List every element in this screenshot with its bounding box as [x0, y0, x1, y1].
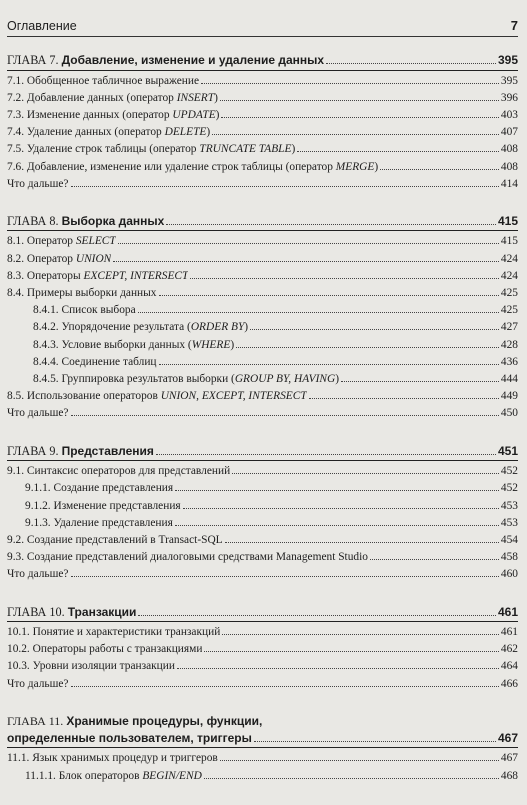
- entry-page: 460: [500, 568, 518, 581]
- entry-keyword: MERGE: [335, 160, 375, 173]
- entry-title: [7, 532, 223, 549]
- entry-keyword: TRUNCATE TABLE: [199, 143, 292, 156]
- entry-text-end: ): [244, 321, 249, 334]
- toc-entry[interactable]: [7, 480, 518, 497]
- entry-text: 7.6. Добавление, изменение или удаление строк таблицы (оператор: [7, 160, 336, 173]
- entry-title: [7, 233, 116, 250]
- entry-keyword: SELECT: [75, 235, 116, 248]
- entry-page: 468: [500, 769, 518, 782]
- dot-leader: [183, 508, 499, 509]
- dot-leader: [236, 347, 499, 348]
- entry-page: 462: [500, 643, 518, 656]
- entry-keyword: UNION: [75, 252, 112, 265]
- header-page-number: 7: [510, 18, 518, 33]
- dot-leader: [71, 576, 499, 577]
- dot-leader: [232, 473, 499, 474]
- entry-title: [33, 337, 234, 354]
- toc-entry[interactable]: [7, 624, 518, 641]
- entry-keyword: UPDATE: [172, 108, 216, 121]
- dot-leader: [156, 454, 496, 455]
- entry-page: 424: [500, 252, 518, 265]
- toc-entry[interactable]: [7, 251, 518, 268]
- chapter-heading[interactable]: [7, 52, 518, 71]
- entry-title: [7, 251, 111, 268]
- dot-leader: [71, 186, 499, 187]
- entry-page: 425: [500, 287, 518, 300]
- entry-title: [7, 658, 175, 675]
- dot-leader: [201, 83, 499, 84]
- toc-entry[interactable]: [7, 405, 518, 422]
- toc-entry[interactable]: [7, 90, 518, 107]
- entry-text: 7.2. Добавление данных (оператор: [7, 91, 177, 104]
- entry-page: 395: [500, 74, 518, 87]
- entry-title: [33, 371, 339, 388]
- dot-leader: [370, 559, 499, 560]
- entry-page: 444: [500, 373, 518, 386]
- chapter-page: 467: [497, 730, 518, 745]
- chapter-block: [7, 604, 518, 693]
- entry-page: 461: [500, 626, 518, 639]
- entry-title: [7, 463, 230, 480]
- entry-text-end: ): [206, 126, 211, 139]
- dot-leader: [222, 634, 499, 635]
- chapter-heading-line: [7, 713, 518, 730]
- dot-leader: [175, 490, 499, 491]
- toc-entry[interactable]: [7, 268, 518, 285]
- dot-leader: [212, 134, 499, 135]
- chapter-heading-text: [7, 213, 164, 231]
- entry-title: [7, 641, 202, 658]
- entry-text: 9.3. Создание представлений диалоговыми средствами Management Studio: [7, 551, 368, 564]
- entry-page: 452: [500, 465, 518, 478]
- toc-entry[interactable]: [7, 549, 518, 566]
- dot-leader: [166, 224, 496, 225]
- chapter-heading-text: [7, 443, 154, 461]
- entry-text: 8.4.5. Группировка результатов выборки (: [33, 373, 235, 386]
- entry-page: 427: [500, 321, 518, 334]
- toc-entry[interactable]: [7, 566, 518, 583]
- running-header: [7, 18, 518, 37]
- toc-entry[interactable]: [7, 658, 518, 675]
- toc-entry[interactable]: [7, 285, 518, 302]
- entry-text: Что дальше?: [7, 407, 69, 420]
- entry-text: 9.1.1. Создание представления: [25, 482, 174, 495]
- entry-text-end: ): [291, 143, 296, 156]
- dot-leader: [341, 381, 499, 382]
- entry-title: [7, 405, 69, 422]
- entry-text: 7.4. Удаление данных (оператор: [7, 126, 165, 139]
- entry-keyword: INSERT: [176, 91, 215, 104]
- entry-text: 8.4.4. Соединение таблиц: [33, 355, 157, 368]
- entry-page: 428: [500, 338, 518, 351]
- chapter-title-line2: определенные пользователем, триггеры: [7, 730, 252, 745]
- entry-title: [7, 624, 220, 641]
- dot-leader: [250, 329, 499, 330]
- chapter-page: 451: [497, 443, 518, 458]
- dot-leader: [204, 778, 499, 779]
- entry-title: [7, 107, 219, 124]
- toc-entry[interactable]: [7, 532, 518, 549]
- dot-leader: [220, 760, 499, 761]
- chapter-heading-text: [7, 604, 136, 622]
- entry-text: 9.1. Синтаксис операторов для представлений: [7, 465, 231, 478]
- chapter-page: 461: [497, 604, 518, 619]
- entry-title: [7, 124, 210, 141]
- chapter-page: 415: [497, 213, 518, 228]
- entry-keyword: UNION, EXCEPT, INTERSECT: [160, 390, 307, 403]
- entry-keyword: DELETE: [164, 126, 207, 139]
- entry-text: 8.2. Оператор: [7, 252, 76, 265]
- entry-title: [33, 319, 248, 336]
- dot-leader: [204, 651, 498, 652]
- chapter-prefix: ГЛАВА 11.: [7, 713, 67, 728]
- entry-page: 424: [500, 269, 518, 282]
- entry-text: 8.1. Оператор: [7, 235, 76, 248]
- entry-text: 8.4.3. Условие выборки данных (: [33, 338, 192, 351]
- entry-keyword: GROUP BY, HAVING: [234, 373, 336, 386]
- entry-page: 464: [500, 660, 518, 673]
- entry-text: 7.1. Обобщенное табличное выражение: [7, 74, 200, 87]
- chapter-heading[interactable]: [7, 730, 518, 749]
- chapter-block: [7, 52, 518, 193]
- entry-text: 7.5. Удаление строк таблицы (оператор: [7, 143, 200, 156]
- chapter-heading-text: [7, 52, 324, 70]
- dot-leader: [225, 542, 499, 543]
- entry-title: [7, 676, 69, 693]
- entry-page: 408: [500, 143, 518, 156]
- dot-leader: [326, 63, 496, 64]
- entry-text: 8.4.1. Список выбора: [33, 304, 136, 317]
- chapter-heading[interactable]: [7, 604, 518, 623]
- toc-entry[interactable]: [7, 641, 518, 658]
- entry-keyword: EXCEPT, INTERSECT: [83, 269, 189, 282]
- entry-text: 8.5. Использование операторов: [7, 390, 161, 403]
- entry-page: 454: [500, 533, 518, 546]
- dot-leader: [71, 686, 499, 687]
- entry-text: 11.1.1. Блок операторов: [25, 769, 143, 782]
- chapter-prefix: ГЛАВА 8.: [7, 213, 62, 228]
- chapter-title: Выборка данных: [61, 213, 165, 228]
- entry-page: 458: [500, 551, 518, 564]
- toc-entry[interactable]: [7, 463, 518, 480]
- toc-entry[interactable]: [7, 107, 518, 124]
- entry-title: [7, 176, 69, 193]
- entry-page: 449: [500, 390, 518, 403]
- toc-entry[interactable]: [7, 750, 518, 767]
- chapter-heading[interactable]: [7, 443, 518, 462]
- entry-page: 466: [500, 677, 518, 690]
- entry-text: 8.4. Примеры выборки данных: [7, 287, 157, 300]
- toc-entry[interactable]: [7, 498, 518, 515]
- entry-text: Что дальше?: [7, 677, 69, 690]
- header-title: Оглавление: [7, 19, 77, 33]
- entry-title: [25, 768, 202, 785]
- entry-text: 9.1.3. Удаление представления: [25, 516, 173, 529]
- dot-leader: [177, 668, 499, 669]
- chapter-prefix: ГЛАВА 10.: [7, 604, 68, 619]
- dot-leader: [254, 741, 496, 742]
- entry-page: 407: [500, 126, 518, 139]
- dot-leader: [380, 169, 499, 170]
- entry-page: 436: [500, 355, 518, 368]
- entry-text-end: ): [374, 160, 379, 173]
- entry-title: [7, 750, 218, 767]
- entry-text-end: ): [335, 373, 339, 386]
- toc-entry[interactable]: [7, 159, 518, 176]
- entry-title: [7, 549, 368, 566]
- entry-title: [33, 302, 136, 319]
- entry-title: [7, 90, 218, 107]
- entry-text: 9.2. Создание представлений в Transact-SQL: [7, 533, 223, 546]
- toc-entry[interactable]: [7, 337, 518, 354]
- chapter-page: 395: [497, 53, 518, 67]
- entry-title: [7, 73, 199, 90]
- entry-title: [7, 388, 307, 405]
- toc-entry[interactable]: [7, 73, 518, 90]
- table-of-contents: [7, 52, 518, 805]
- entry-title: [25, 498, 181, 515]
- toc-entry[interactable]: [7, 676, 518, 693]
- entry-keyword: BEGIN/END: [142, 769, 202, 782]
- entry-text: 8.4.2. Упорядочение результата (: [33, 321, 191, 334]
- dot-leader: [71, 415, 499, 416]
- chapter-prefix: ГЛАВА 9.: [7, 443, 62, 458]
- chapter-title: Транзакции: [67, 604, 137, 619]
- entry-page: 408: [500, 160, 518, 173]
- dot-leader: [190, 278, 499, 279]
- entry-text: 10.1. Понятие и характеристики транзакций: [7, 626, 221, 639]
- entry-page: 425: [500, 304, 518, 317]
- dot-leader: [159, 364, 499, 365]
- entry-page: 453: [500, 499, 518, 512]
- entry-text-end: ): [214, 91, 218, 104]
- toc-entry[interactable]: [7, 124, 518, 141]
- entry-title: [25, 515, 173, 532]
- toc-entry[interactable]: [7, 515, 518, 532]
- chapter-title: Добавление, изменение и удаление данных: [61, 53, 325, 67]
- entry-page: 453: [500, 516, 518, 529]
- entry-page: 467: [500, 752, 518, 765]
- entry-page: 396: [500, 91, 518, 104]
- chapter-heading[interactable]: [7, 213, 518, 232]
- entry-text: 10.2. Операторы работы с транзакциями: [7, 643, 203, 656]
- entry-title: [7, 285, 157, 302]
- toc-entry[interactable]: [7, 354, 518, 371]
- dot-leader: [221, 117, 498, 118]
- chapter-title-cont: [7, 730, 252, 748]
- entry-page: 452: [500, 482, 518, 495]
- dot-leader: [138, 312, 499, 313]
- chapter-title: Представления: [61, 443, 154, 458]
- entry-text: 10.3. Уровни изоляции транзакции: [7, 660, 175, 673]
- dot-leader: [175, 525, 499, 526]
- entry-text: Что дальше?: [7, 568, 69, 581]
- toc-entry[interactable]: [7, 768, 518, 785]
- toc-entry[interactable]: [7, 388, 518, 405]
- toc-entry[interactable]: [7, 233, 518, 250]
- entry-text: 8.3. Операторы: [7, 269, 84, 282]
- chapter-block: [7, 213, 518, 423]
- entry-text-end: ): [215, 108, 220, 121]
- toc-entry[interactable]: [7, 176, 518, 193]
- dot-leader: [159, 295, 499, 296]
- entry-text: Что дальше?: [7, 177, 69, 190]
- dot-leader: [297, 151, 499, 152]
- entry-title: [7, 141, 295, 158]
- entry-text: 7.3. Изменение данных (оператор: [7, 108, 173, 121]
- entry-page: 415: [500, 235, 518, 248]
- dot-leader: [309, 398, 499, 399]
- entry-title: [33, 354, 157, 371]
- entry-page: 414: [500, 177, 518, 190]
- entry-page: 450: [500, 407, 518, 420]
- entry-text: 11.1. Язык хранимых процедур и триггеров: [7, 752, 218, 765]
- toc-entry[interactable]: [7, 302, 518, 319]
- chapter-block: [7, 443, 518, 584]
- chapter-block: [7, 713, 518, 785]
- dot-leader: [113, 261, 499, 262]
- dot-leader: [220, 100, 499, 101]
- dot-leader: [138, 615, 496, 616]
- entry-page: 403: [500, 108, 518, 121]
- toc-entry[interactable]: [7, 371, 518, 388]
- toc-entry[interactable]: [7, 141, 518, 158]
- entry-title: [7, 268, 188, 285]
- chapter-prefix: ГЛАВА 7.: [7, 53, 62, 67]
- entry-text: 9.1.2. Изменение представления: [25, 499, 181, 512]
- entry-title: [7, 566, 69, 583]
- dot-leader: [118, 243, 499, 244]
- entry-keyword: WHERE: [191, 338, 231, 351]
- entry-keyword: ORDER BY: [190, 321, 245, 334]
- entry-title: [25, 480, 173, 497]
- chapter-title: Хранимые процедуры, функции,: [66, 713, 263, 728]
- entry-text-end: ): [230, 338, 235, 351]
- entry-title: [7, 159, 378, 176]
- toc-entry[interactable]: [7, 319, 518, 336]
